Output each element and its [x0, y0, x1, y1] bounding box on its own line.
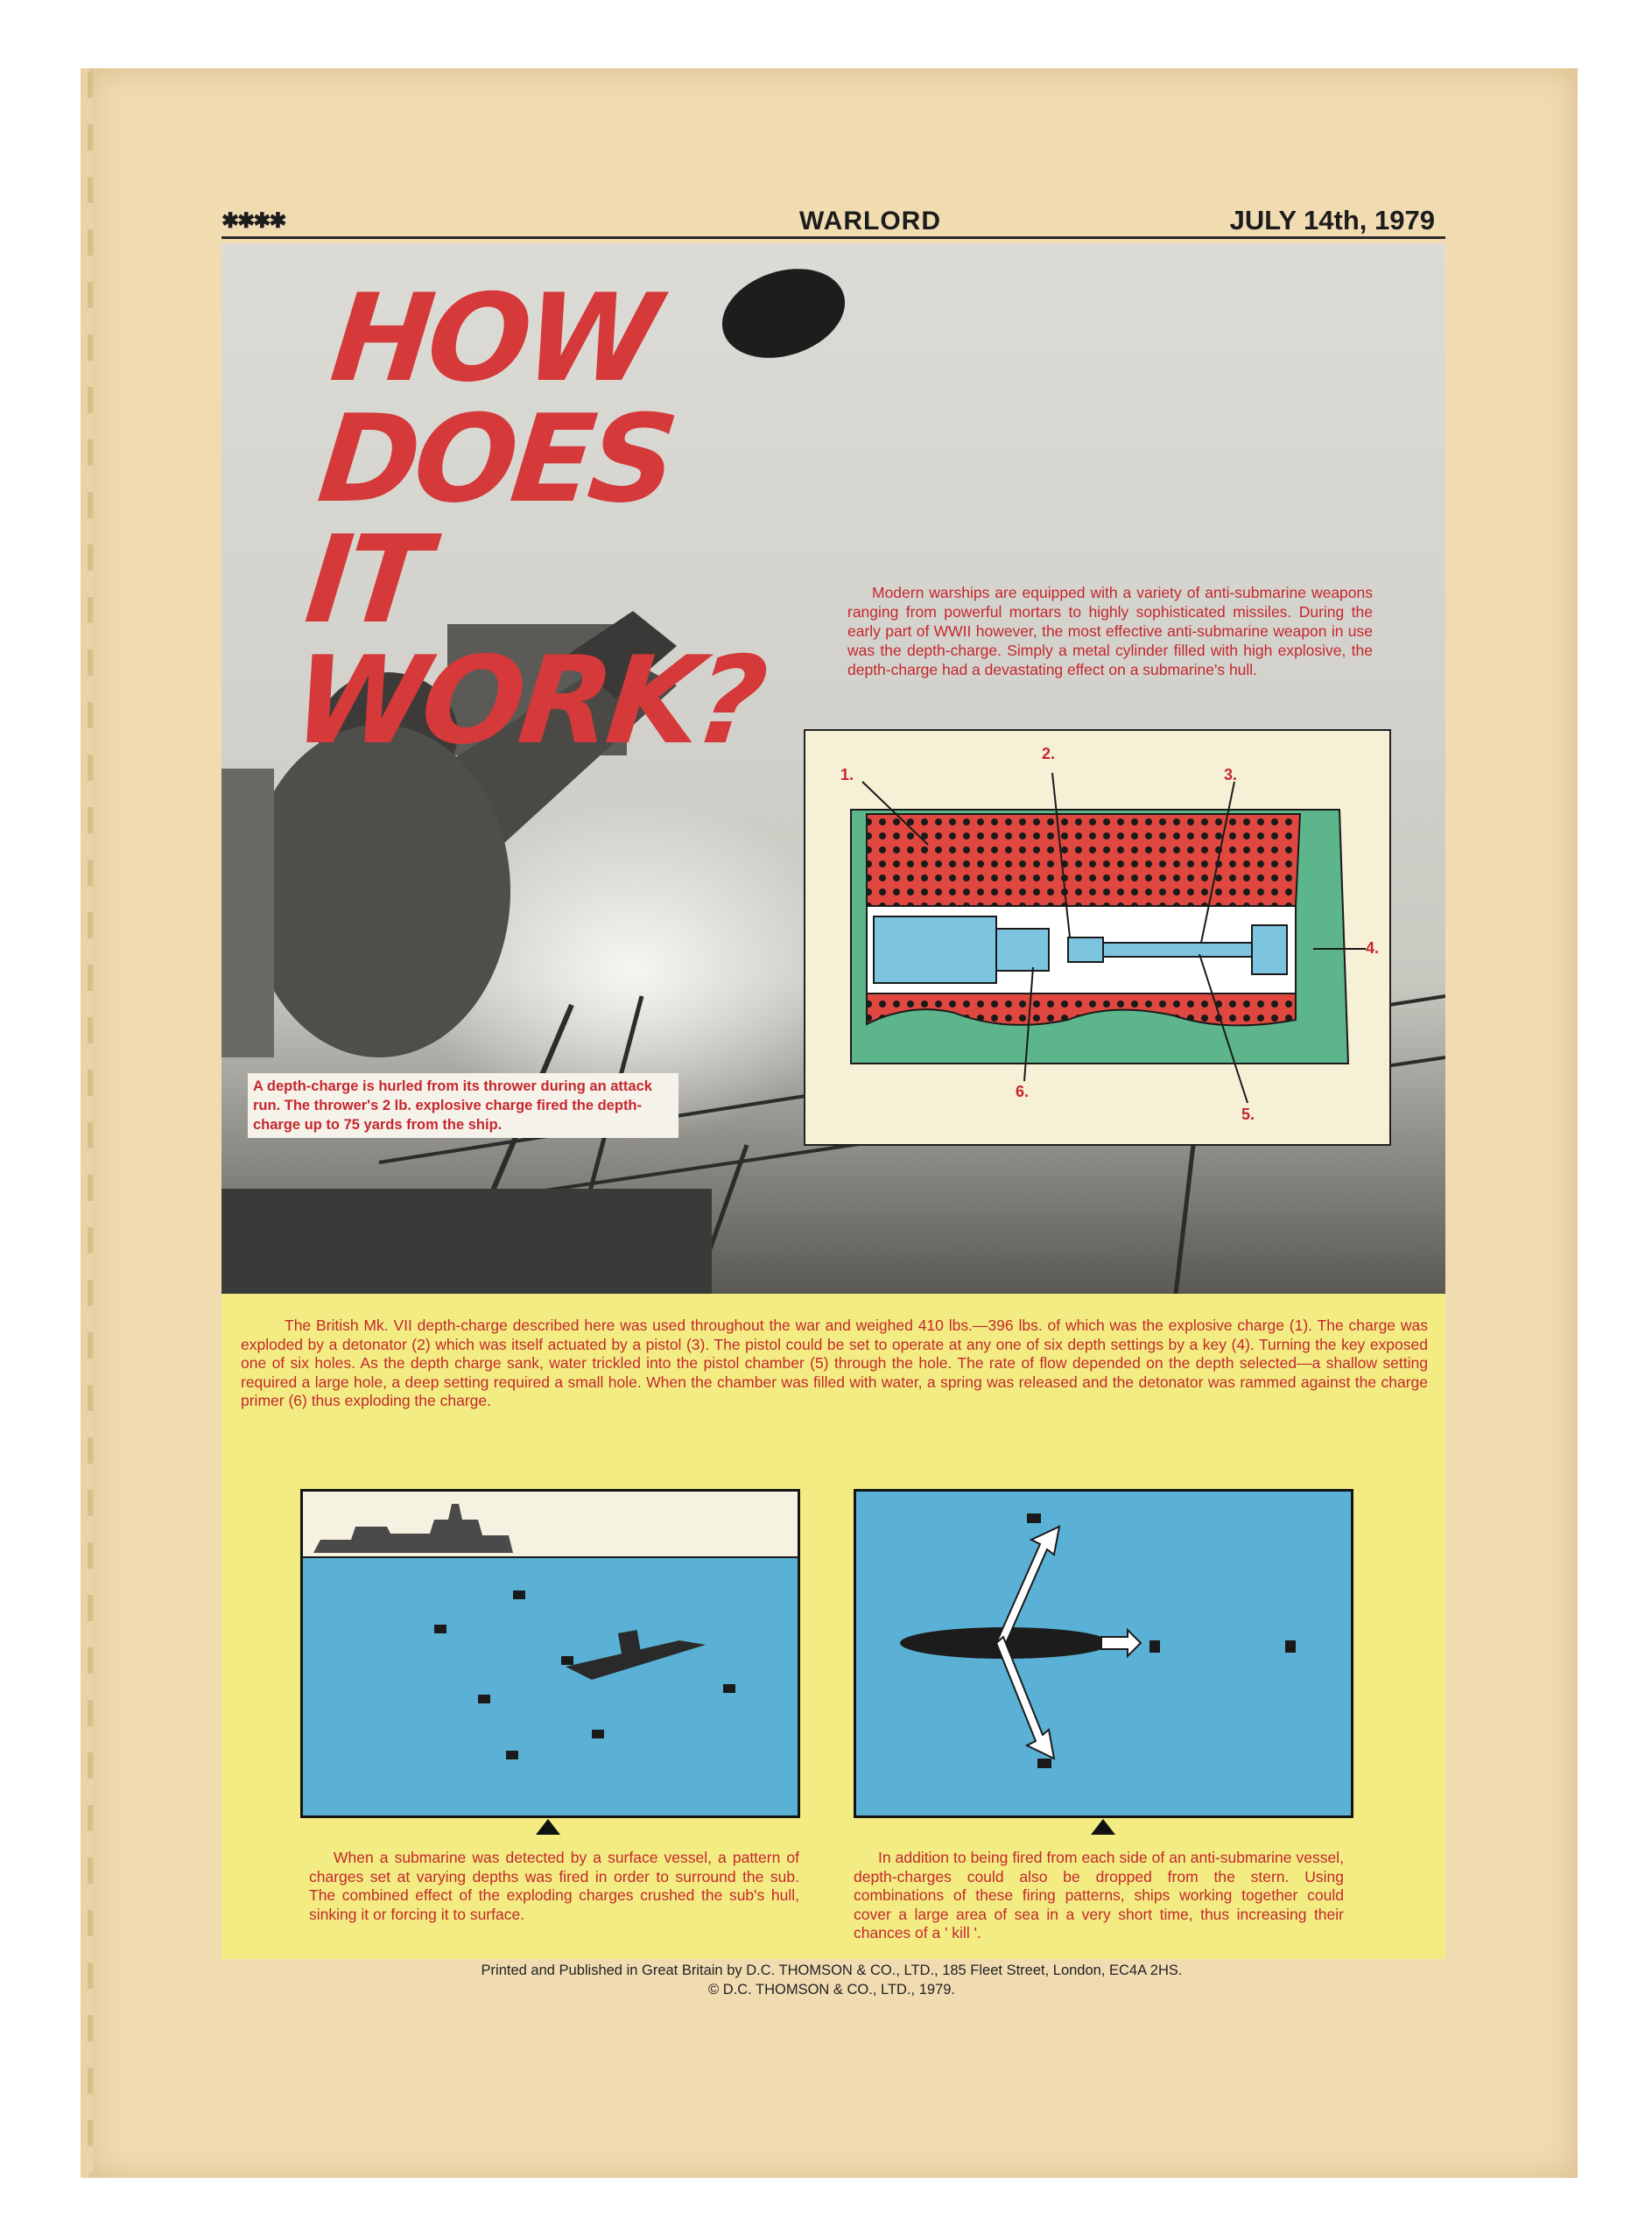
sailor-body [248, 725, 510, 1057]
depth-charge-photo [221, 243, 1445, 1294]
pistol-chamber [1103, 943, 1252, 957]
railing-post [1176, 1145, 1193, 1294]
issue-date: JULY 14th, 1979 [1229, 205, 1435, 235]
diagram-label-4: 4. [1366, 939, 1380, 957]
panel-pointer [1091, 1819, 1115, 1835]
depth-charge-cutaway-diagram [804, 729, 1391, 1146]
depth-charge [1149, 1640, 1160, 1653]
stern-pattern-panel [854, 1489, 1353, 1818]
depth-charge [1027, 1513, 1041, 1523]
explanation-text: The British Mk. VII depth-charge described here was used throughout the war and weighed 410 lbs.—396 lbs. of which was the explosive charge (1). The charge was exploded by a detonator (2) which was itself actuated by a pistol (3). The pistol could be set to operate at any one of six depth settings by a key (4). Turning the key exposed one of six holes. As the depth charge sank, water trickled into the pistol chamber (5) through the hole. The rate of flow depended on the depth selected—a shallow setting required a large hole, a deep setting required a small hole. When the chamber was filled with water, a spring was released and the detonator was rammed against the charge primer (6) thus exploding the charge. [241, 1317, 1428, 1409]
imprint-line-1: Printed and Published in Great Britain by D.C. THOMSON & CO., LTD., 185 Fleet Street, London, EC4A 2HS. [481, 1963, 1183, 1978]
explosive-charge-top [867, 814, 1300, 906]
depth-charge [434, 1625, 446, 1633]
diagram-label-2: 2. [1042, 745, 1056, 762]
depth-charge [1037, 1759, 1051, 1768]
panel-pointer [536, 1819, 560, 1835]
surround-pattern-drawing [303, 1492, 798, 1815]
surround-pattern-panel [300, 1489, 800, 1818]
depth-charge [478, 1695, 490, 1703]
cutaway-drawing [805, 731, 1389, 1144]
pistol [1068, 937, 1103, 962]
intro-text: Modern warships are equipped with a variety of anti-submarine weapons ranging from powerful mortars to highly sophisticated missiles. During the early part of WWII however, the most effective anti-submarine weapon in use was the depth-charge. Simply a metal cylinder filled with high explosive, the depth-charge had a devastating effect on a submarine's hull. [847, 584, 1373, 678]
detonator-neck [996, 929, 1049, 971]
submarine [566, 1630, 706, 1680]
depth-charge [513, 1590, 525, 1599]
page-header [221, 205, 1447, 240]
left-panel-caption: When a submarine was detected by a surface vessel, a pattern of charges set at varying depths was fired in order to surround the sub. The combined effect of the exploding charges crushed the sub's hull, sinking it or forcing it to surface. [309, 1849, 799, 1923]
headline-line-1: HOW DOES [312, 268, 679, 530]
left-figure [221, 769, 274, 1057]
explanation-box [221, 1294, 1445, 1959]
depth-charge [592, 1730, 604, 1738]
depth-charge [1285, 1640, 1296, 1653]
headline [286, 268, 882, 771]
stern-pattern-drawing [856, 1492, 1351, 1815]
depth-charge [723, 1684, 735, 1693]
key [1252, 925, 1287, 974]
depth-charge [561, 1656, 573, 1665]
diagram-label-3: 3. [1224, 766, 1238, 783]
diagram-label-6: 6. [1016, 1083, 1030, 1100]
header-stars: ✱✱✱✱ [221, 209, 285, 233]
imprint-line-2: © D.C. THOMSON & CO., LTD., 1979. [707, 1982, 956, 1998]
masthead: WARLORD [799, 207, 941, 235]
diagram-label-5: 5. [1241, 1106, 1255, 1123]
header-rule [221, 236, 1445, 239]
depth-charge [506, 1751, 518, 1759]
right-panel-caption: In addition to being fired from each side of an anti-submarine vessel, depth-charges could also be dropped from the stern. Using combinations of these firing patterns, ships working together could cover a large area of sea in a very short time, thus increasing their chances of a ' kill '. [854, 1849, 1344, 1942]
page-edge [88, 72, 93, 2173]
detonator [874, 916, 996, 983]
photo-caption: A depth-charge is hurled from its thrower during an attack run. The thrower's 2 lb. explosive charge fired the depth-charge up to 75 yards from the ship. [248, 1073, 678, 1138]
diagram-label-1: 1. [840, 766, 854, 783]
deck [221, 1189, 712, 1294]
imprint [368, 1961, 1296, 1999]
headline-line-2: IT WORK? [286, 509, 769, 771]
arrow-stern [1101, 1630, 1141, 1656]
